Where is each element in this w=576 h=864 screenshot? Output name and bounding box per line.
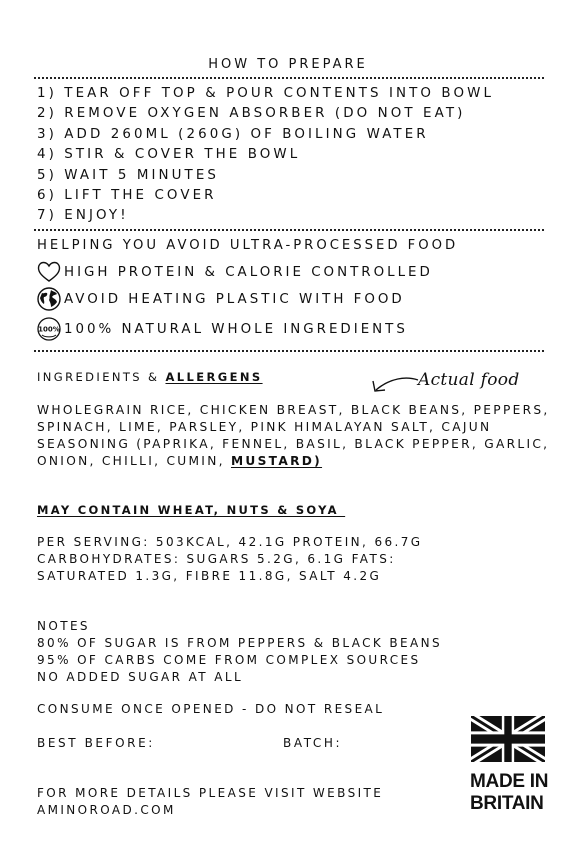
made-in-britain-badge (470, 716, 548, 815)
handwritten-annotation (366, 368, 536, 398)
step-7: 7) ENJOY! (37, 208, 129, 224)
benefit-item-natural (36, 316, 408, 342)
website-info (37, 785, 383, 819)
benefit-item-plastic (36, 286, 405, 312)
100-percent-icon (36, 316, 62, 342)
nutrition-line: PER SERVING: 503KCAL, 42.1G PROTEIN, 66.7G (37, 535, 423, 549)
ingredients-text: WHOLEGRAIN RICE, CHICKEN BREAST, BLACK BEANS, PEPPERS, SPINACH, LIME, PARSLEY, PINK HIMALAYAN SALT, CAJUN SEASONING (PAPRIKA, FENNEL, BASIL, BLACK PEPPER, GARLIC, ONION, CHILLI, CUMIN, (37, 403, 550, 468)
ingredients-heading-prefix: INGREDIENTS & (37, 370, 166, 384)
nutrition-line: SATURATED 1.3G, FIBRE 11.8G, SALT 4.2G (37, 569, 382, 583)
how-to-prepare-title: HOW TO PREPARE (208, 57, 368, 72)
storage-instruction: CONSUME ONCE OPENED - DO NOT RESEAL (37, 702, 385, 716)
handwritten-note: Actual food (418, 370, 520, 390)
step-4: 4) STIR & COVER THE BOWL (37, 147, 301, 163)
batch-label: BATCH: (283, 736, 343, 750)
dotted-divider (34, 77, 544, 79)
notes-line: NO ADDED SUGAR AT ALL (37, 670, 244, 684)
benefit-label: AVOID HEATING PLASTIC WITH FOOD (64, 291, 405, 307)
notes-heading: NOTES (37, 619, 90, 633)
benefit-label: HIGH PROTEIN & CALORIE CONTROLLED (64, 264, 433, 280)
union-jack-flag-icon (471, 716, 545, 762)
ingredients-heading (37, 370, 263, 384)
preparation-steps (37, 84, 494, 227)
made-in-text: MADE IN (470, 771, 549, 792)
nutrition-line: CARBOHYDRATES: SUGARS 5.2G, 6.1G FATS: (37, 552, 396, 566)
notes-line: 80% OF SUGAR IS FROM PEPPERS & BLACK BEANS (37, 636, 443, 650)
dotted-divider (34, 229, 544, 231)
may-contain-warning: MAY CONTAIN WHEAT, NUTS & SOYA (37, 503, 346, 517)
step-1: 1) TEAR OFF TOP & POUR CONTENTS INTO BOWL (37, 86, 495, 101)
best-before-label: BEST BEFORE: (37, 736, 155, 750)
website-url: AMINOROAD.COM (37, 803, 176, 817)
step-6: 6) LIFT THE COVER (37, 188, 217, 204)
britain-text: BRITAIN (470, 793, 544, 814)
handwritten-arrow-icon (366, 368, 426, 398)
notes-line: 95% OF CARBS COME FROM COMPLEX SOURCES (37, 653, 421, 667)
benefits-heading: HELPING YOU AVOID ULTRA-PROCESSED FOOD (37, 238, 459, 253)
step-3: 3) ADD 260ML (260G) OF BOILING WATER (37, 126, 429, 142)
ingredients-list (37, 402, 557, 470)
benefit-label: 100% NATURAL WHOLE INGREDIENTS (64, 321, 408, 337)
notes-section (37, 618, 442, 686)
allergen-mustard: MUSTARD) (230, 454, 323, 468)
heart-icon (36, 259, 62, 285)
benefit-item-protein (36, 259, 433, 285)
step-2: 2) REMOVE OXYGEN ABSORBER (DO NOT EAT) (37, 106, 466, 122)
allergens-heading: ALLERGENS (165, 370, 263, 384)
svg-text:100%: 100% (38, 325, 60, 334)
website-prompt: FOR MORE DETAILS PLEASE VISIT WEBSITE (37, 786, 384, 800)
globe-icon (36, 286, 62, 312)
dotted-divider (34, 350, 544, 352)
step-5: 5) WAIT 5 MINUTES (37, 167, 219, 183)
nutrition-info (37, 534, 422, 585)
